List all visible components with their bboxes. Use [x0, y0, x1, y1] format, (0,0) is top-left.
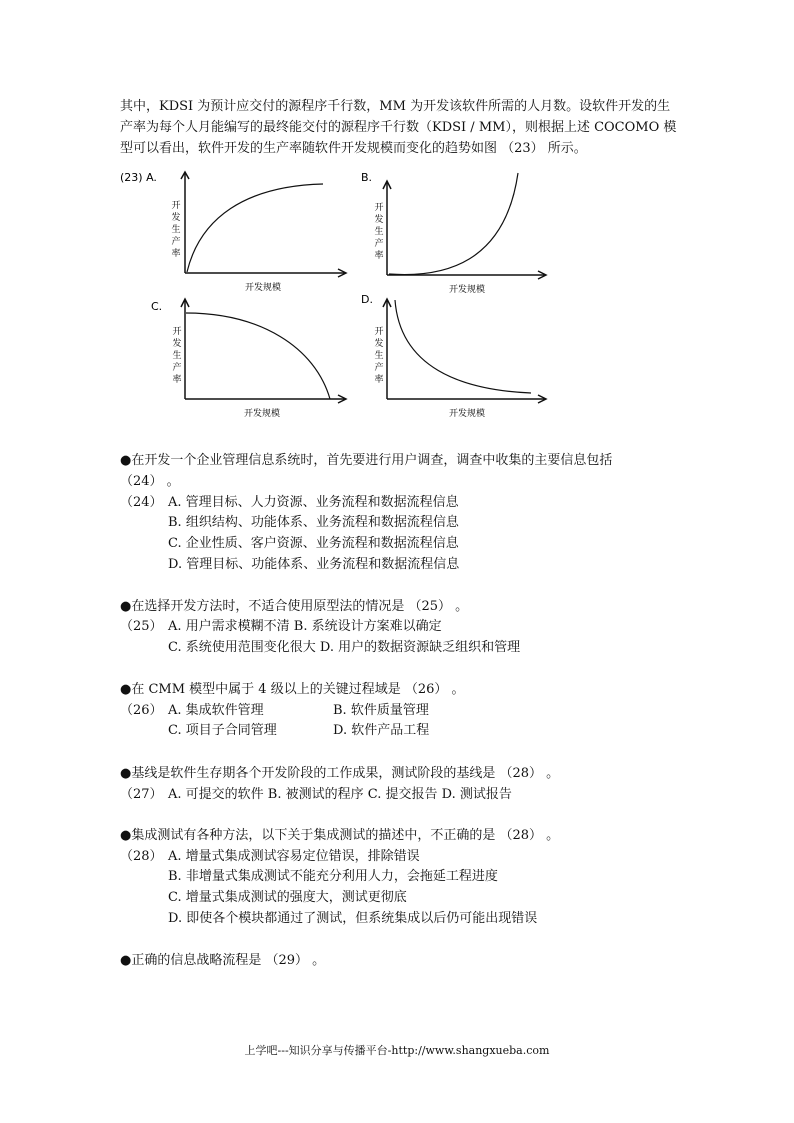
q28-option-c: C. 增量式集成测试的强度大，测试更彻底: [168, 890, 407, 905]
svg-text:率: 率: [374, 375, 384, 385]
svg-text:发: 发: [172, 339, 182, 349]
svg-text:生: 生: [374, 227, 384, 237]
q28-option-d: D. 即使各个模块都通过了测试，但系统集成以后仍可能出现错误: [168, 911, 538, 926]
q27-options: A. 可提交的软件 B. 被测试的程序 C. 提交报告 D. 测试报告: [168, 787, 512, 802]
q24-option-d: D. 管理目标、功能体系、业务流程和数据流程信息: [168, 557, 460, 572]
graph-a-label: (23) A.: [120, 171, 157, 184]
svg-text:产: 产: [374, 239, 384, 249]
q25-number: （25）: [120, 619, 163, 634]
q26-option-b: B. 软件质量管理: [333, 703, 429, 718]
svg-text:开: 开: [172, 327, 182, 337]
q24-stem: ●在开发一个企业管理信息系统时，首先要进行用户调查，调查中收集的主要信息包括: [120, 453, 613, 468]
svg-text:生: 生: [374, 351, 384, 361]
graph-d-xlabel: 开发规模: [448, 409, 486, 419]
graph-c-xlabel: 开发规模: [243, 409, 281, 419]
svg-text:生: 生: [172, 351, 182, 361]
q28-option-a: A. 增量式集成测试容易定位错误，排除错误: [168, 849, 420, 864]
graph-d-label: D.: [361, 293, 373, 306]
svg-text:发: 发: [374, 215, 384, 225]
svg-text:开: 开: [374, 327, 384, 337]
intro-paragraph: 其中，KDSI 为预计应交付的源程序千行数，MM 为开发该软件所需的人月数。设软件开发的生产率为每个人月能编写的最终能交付的源程序千行数（KDSI / MM），则根据上述 COCOMO 模型可以看出，软件开发的生产率随软件开发规模而变化的趋势如图 （23） 所示。: [120, 99, 677, 156]
svg-text:开: 开: [171, 201, 181, 211]
svg-text:率: 率: [171, 249, 181, 259]
q25-options-line1: A. 用户需求模糊不清 B. 系统设计方案难以确定: [168, 619, 442, 634]
q24-option-a: A. 管理目标、人力资源、业务流程和数据流程信息: [168, 495, 459, 510]
svg-text:率: 率: [374, 251, 384, 261]
svg-text:发: 发: [374, 339, 384, 349]
q25-options-line2: C. 系统使用范围变化很大 D. 用户的数据资源缺乏组织和管理: [168, 640, 521, 655]
q26-option-d: D. 软件产品工程: [333, 723, 430, 738]
q24-option-c: C. 企业性质、客户资源、业务流程和数据流程信息: [168, 536, 459, 551]
q28-stem: ●集成测试有各种方法，以下关于集成测试的描述中，不正确的是 （28） 。: [120, 828, 560, 843]
svg-text:发: 发: [171, 213, 181, 223]
q29-stem: ●正确的信息战略流程是 （29） 。: [120, 953, 326, 968]
q26-option-c: C. 项目子合同管理: [168, 723, 277, 738]
svg-text:生: 生: [171, 225, 181, 235]
svg-text:开: 开: [374, 203, 384, 213]
graph-b-label: B.: [361, 171, 373, 184]
svg-text:产: 产: [374, 363, 384, 373]
q28-option-b: B. 非增量式集成测试不能充分利用人力，会拖延工程进度: [168, 869, 498, 884]
footer-text: 上学吧---知识分享与传播平台-http://www.shangxueba.com: [244, 1044, 550, 1057]
q27-number: （27）: [120, 787, 163, 802]
graph-a: [115, 168, 355, 298]
q24-option-b: B. 组织结构、功能体系、业务流程和数据流程信息: [168, 515, 459, 530]
graph-c: [140, 292, 355, 422]
q26-option-a: A. 集成软件管理: [168, 703, 264, 718]
q24-stem-cont: （24） 。: [120, 474, 180, 489]
svg-text:产: 产: [172, 363, 182, 373]
q24-number: （24）: [120, 495, 163, 510]
graph-b-xlabel: 开发规模: [448, 285, 486, 295]
q27-stem: ●基线是软件生存期各个开发阶段的工作成果，测试阶段的基线是 （28） 。: [120, 766, 560, 781]
svg-text:率: 率: [172, 375, 182, 385]
q26-number: （26）: [120, 703, 163, 718]
q26-stem: ●在 CMM 模型中属于 4 级以上的关键过程域是 （26） 。: [120, 682, 465, 697]
svg-text:产: 产: [171, 237, 181, 247]
q25-stem: ●在选择开发方法时，不适合使用原型法的情况是 （25） 。: [120, 599, 469, 614]
graph-b: [355, 168, 555, 298]
graph-d: [355, 292, 555, 422]
graph-a-xlabel: 开发规模: [244, 283, 282, 293]
graph-c-label: C.: [151, 300, 163, 313]
q28-number: （28）: [120, 849, 163, 864]
